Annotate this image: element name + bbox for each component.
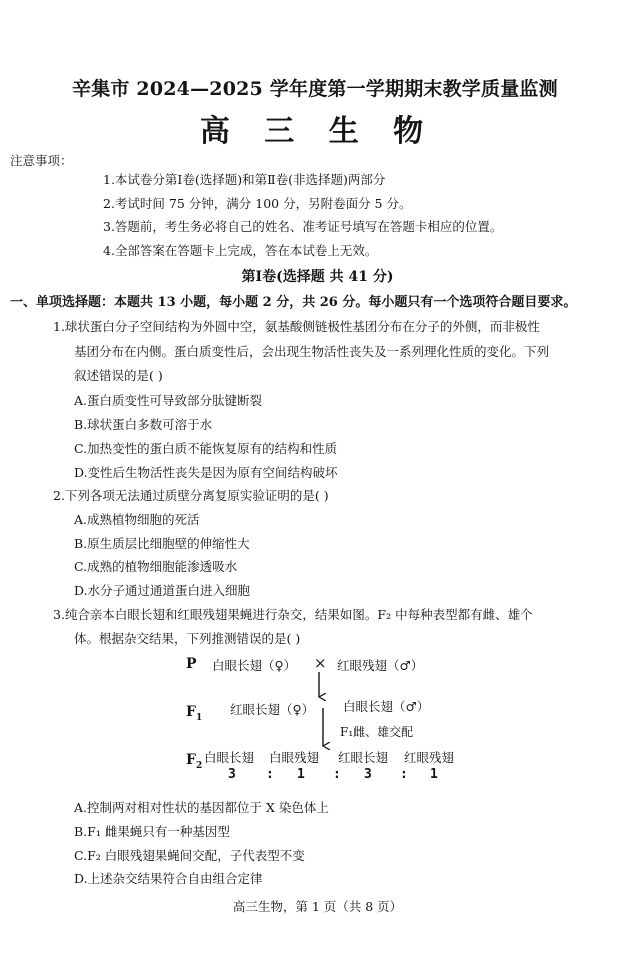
notice-item: 2.考试时间 75 分钟，满分 100 分，另附卷面分 5 分。 — [103, 196, 412, 211]
f2-phenotype: 白眼残翅 — [269, 750, 320, 765]
f2-generation-label: $F_2$ — [186, 752, 203, 771]
question-stem-line: 体。根据杂交结果，下列推测错误的是( ) — [74, 631, 301, 646]
question-option: C.加热变性的蛋白质不能恢复原有的结构和性质 — [74, 441, 338, 456]
f1-male-phenotype: 白眼长翅（♂） — [343, 699, 430, 714]
question-option: A.成熟植物细胞的死活 — [74, 512, 200, 527]
f2-ratio-value: 1 — [430, 767, 438, 782]
section-title: 第Ⅰ卷(选择题 共 41 分) — [241, 269, 394, 285]
question-option: A.蛋白质变性可导致部分肽键断裂 — [74, 393, 263, 408]
question-option: B.球状蛋白多数可溶于水 — [74, 417, 213, 432]
question-stem-line: 叙述错误的是( ) — [74, 368, 163, 383]
f2-ratio-value: 3 — [364, 767, 372, 782]
question-option: D.上述杂交结果符合自由组合定律 — [74, 871, 263, 886]
f2-phenotype: 白眼长翅 — [204, 750, 255, 765]
question-stem-line: 1.球状蛋白分子空间结构为外圆中空，氨基酸侧链极性基团分布在分子的外侧，而非极性 — [53, 319, 540, 334]
question-stem-line: 2.下列各项无法通过质壁分离复原实验证明的是( ) — [53, 488, 329, 503]
question-option: B.原生质层比细胞壁的伸缩性大 — [74, 536, 250, 551]
question-option: A.控制两对相对性状的基因都位于 X 染色体上 — [74, 800, 329, 815]
question-option: C.F₂ 白眼残翅果蝇间交配，子代表型不变 — [74, 848, 305, 863]
exam-title: 辛集市 2024—2025 学年度第一学期期末教学质量监测 — [72, 78, 558, 100]
subject-title: 高 三 生 物 — [199, 114, 436, 149]
question-option: D.水分子通过通道蛋白进入细胞 — [74, 583, 251, 598]
f1-mating-note: F₁雌、雄交配 — [340, 725, 414, 739]
f2-ratio-separator: : — [266, 767, 274, 782]
question-option: B.F₁ 雌果蝇只有一种基因型 — [74, 824, 230, 839]
f2-phenotype: 红眼残翅 — [404, 750, 455, 765]
f2-phenotype: 红眼长翅 — [338, 750, 389, 765]
f2-ratio-separator: : — [400, 767, 408, 782]
f2-ratio-value: 1 — [297, 767, 305, 782]
notice-heading: 注意事项： — [10, 153, 73, 168]
p-female-phenotype: 白眼长翅（♀） — [212, 658, 297, 673]
f1-female-phenotype: 红眼长翅（♀） — [230, 702, 315, 717]
notice-item: 3.答题前，考生务必将自己的姓名、准考证号填写在答题卡相应的位置。 — [103, 219, 503, 234]
question-option: C.成熟的植物细胞能渗透吸水 — [74, 559, 238, 574]
page-footer: 高三生物，第 1 页（共 8 页） — [232, 899, 403, 914]
question-stem-line: 3.纯合亲本白眼长翅和红眼残翅果蝇进行杂交，结果如图。F₂ 中每种表型都有雌、雄个 — [53, 607, 533, 622]
part-description: 一、单项选择题：本题共 13 小题，每小题 2 分，共 26 分。每小题只有一个选项符合题目要求。 — [10, 295, 577, 310]
question-stem-line: 基团分布在内侧。蛋白质变性后，会出现生物活性丧失及一系列理化性质的变化。下列 — [74, 344, 550, 359]
notice-item: 1.本试卷分第Ⅰ卷(选择题)和第Ⅱ卷(非选择题)两部分 — [103, 172, 386, 187]
p-male-phenotype: 红眼残翅（♂） — [337, 658, 424, 673]
question-option: D.变性后生物活性丧失是因为原有空间结构破坏 — [74, 465, 338, 480]
f2-ratio-separator: : — [333, 767, 341, 782]
cross-symbol: × — [314, 654, 327, 672]
f2-ratio-value: 3 — [228, 767, 236, 782]
f1-generation-label: $F_1$ — [186, 704, 203, 723]
p-generation-label: P — [186, 656, 197, 672]
notice-item: 4.全部答案在答题卡上完成，答在本试卷上无效。 — [103, 243, 378, 258]
